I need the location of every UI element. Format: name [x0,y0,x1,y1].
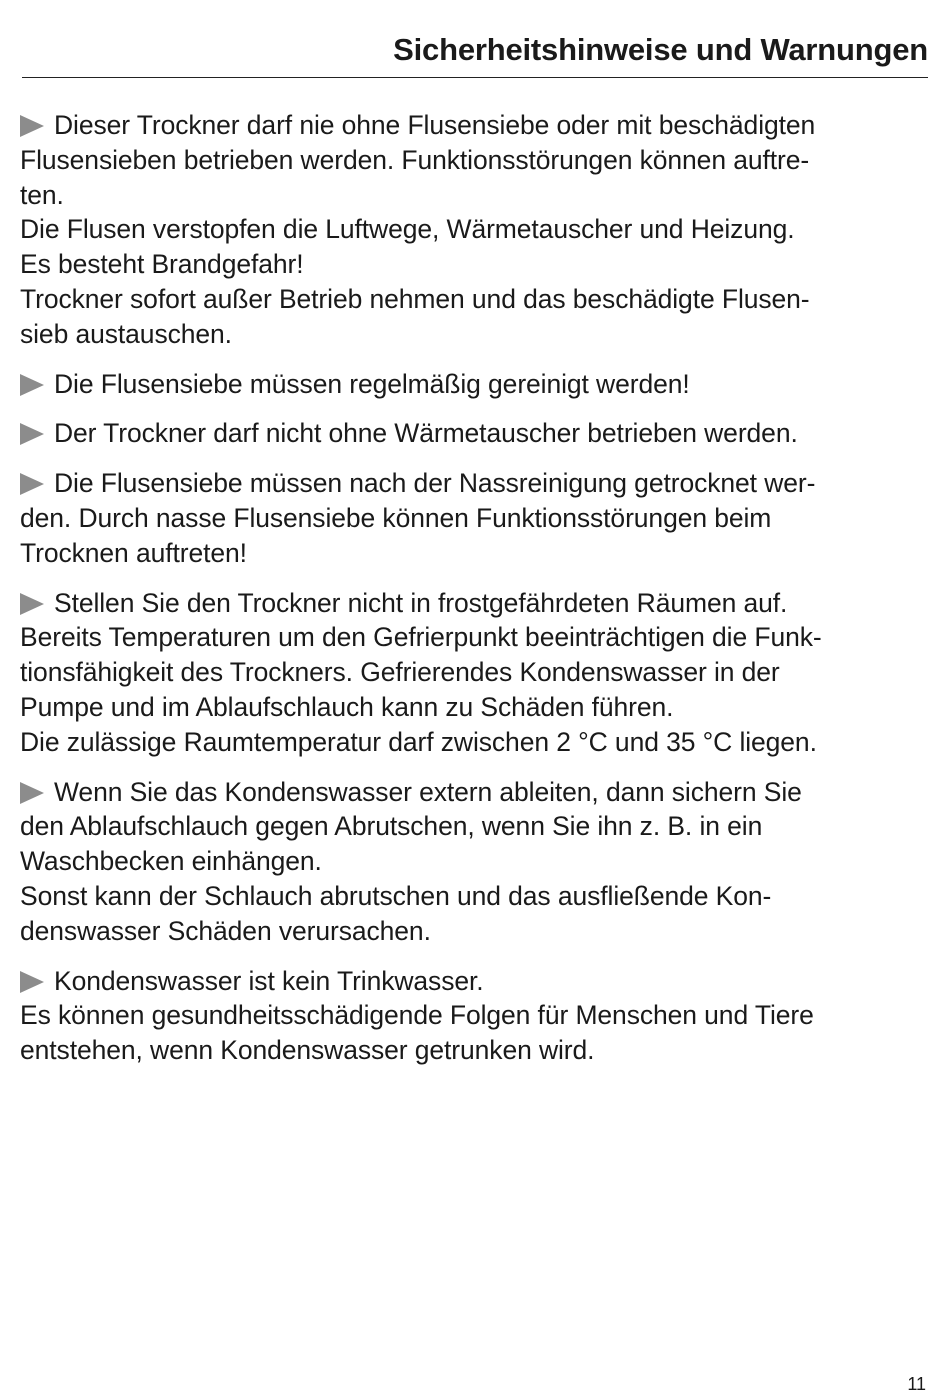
warning-section-condensate-not-drinkable [20,964,920,1068]
text-line: Bereits Temperaturen um den Gefrierpunkt beeinträchtigen die Funk- [20,622,822,653]
text-line-content: Die Flusensiebe müssen nach der Nassreinigung getrocknet wer- [54,468,816,499]
text-line-content: Der Trockner darf nicht ohne Wärmetauscher betrieben werden. [54,418,798,449]
triangle-bullet-icon [20,593,44,615]
warning-section-clean-lint-filters [20,367,920,402]
page-header [22,30,928,78]
text-line: Die Flusen verstopfen die Luftwege, Wärmetauscher und Heizung. [20,214,795,245]
text-line [20,108,920,143]
text-line: Es können gesundheitsschädigende Folgen für Menschen und Tiere [20,1000,814,1031]
triangle-bullet-icon [20,374,44,396]
text-line: denswasser Schäden verursachen. [20,915,431,946]
text-line: Trocknen auftreten! [20,537,247,568]
text-line: Die zulässige Raumtemperatur darf zwischen 2 °C und 35 °C liegen. [20,726,817,757]
text-line-content: Dieser Trockner darf nie ohne Flusensiebe oder mit beschädigten [54,110,816,140]
warning-section-dry-filters [20,466,920,570]
page-number: 11 [907,1374,926,1394]
text-line: Es besteht Brandgefahr! [20,249,304,280]
triangle-bullet-icon [20,971,44,993]
text-line [20,416,920,451]
warning-section-heat-exchanger [20,416,920,451]
warnings-content [20,108,920,1083]
text-line: den. Durch nasse Flusensiebe können Funktionsstörungen beim [20,502,772,533]
text-line: den Ablaufschlauch gegen Abrutschen, wenn Sie ihn z. B. in ein [20,811,763,842]
text-line-content: Kondenswasser ist kein Trinkwasser. [54,965,484,996]
text-line [20,775,920,810]
page-title: Sicherheitshinweise und Warnungen [393,32,928,67]
warning-section-frost [20,586,920,760]
text-line [20,367,920,402]
text-line: Trockner sofort außer Betrieb nehmen und das beschädigte Flusen- [20,283,810,314]
text-line [20,964,920,999]
text-line: Waschbecken einhängen. [20,846,322,877]
text-line: ten. [20,179,64,210]
warning-section-drain-hose [20,775,920,949]
triangle-bullet-icon [20,473,44,495]
text-line: Pumpe und im Ablaufschlauch kann zu Schäden führen. [20,691,674,722]
triangle-bullet-icon [20,423,44,445]
triangle-bullet-icon [20,115,44,137]
text-line [20,586,920,621]
text-line: sieb austauschen. [20,318,232,349]
text-line-content: Stellen Sie den Trockner nicht in frostgefährdeten Räumen auf. [54,587,788,618]
text-line: tionsfähigkeit des Trockners. Gefrierendes Kondenswasser in der [20,657,780,688]
triangle-bullet-icon [20,782,44,804]
text-line: Sonst kann der Schlauch abrutschen und das ausfließende Kon- [20,880,772,911]
text-line-content: Wenn Sie das Kondenswasser extern ableiten, dann sichern Sie [54,776,802,807]
warning-section-lint-filters-damaged [20,108,920,352]
text-line-content: Die Flusensiebe müssen regelmäßig gereinigt werden! [54,368,690,399]
text-line [20,466,920,501]
text-line: entstehen, wenn Kondenswasser getrunken wird. [20,1035,595,1066]
text-line: Flusensieben betrieben werden. Funktionsstörungen können auftre- [20,144,810,175]
